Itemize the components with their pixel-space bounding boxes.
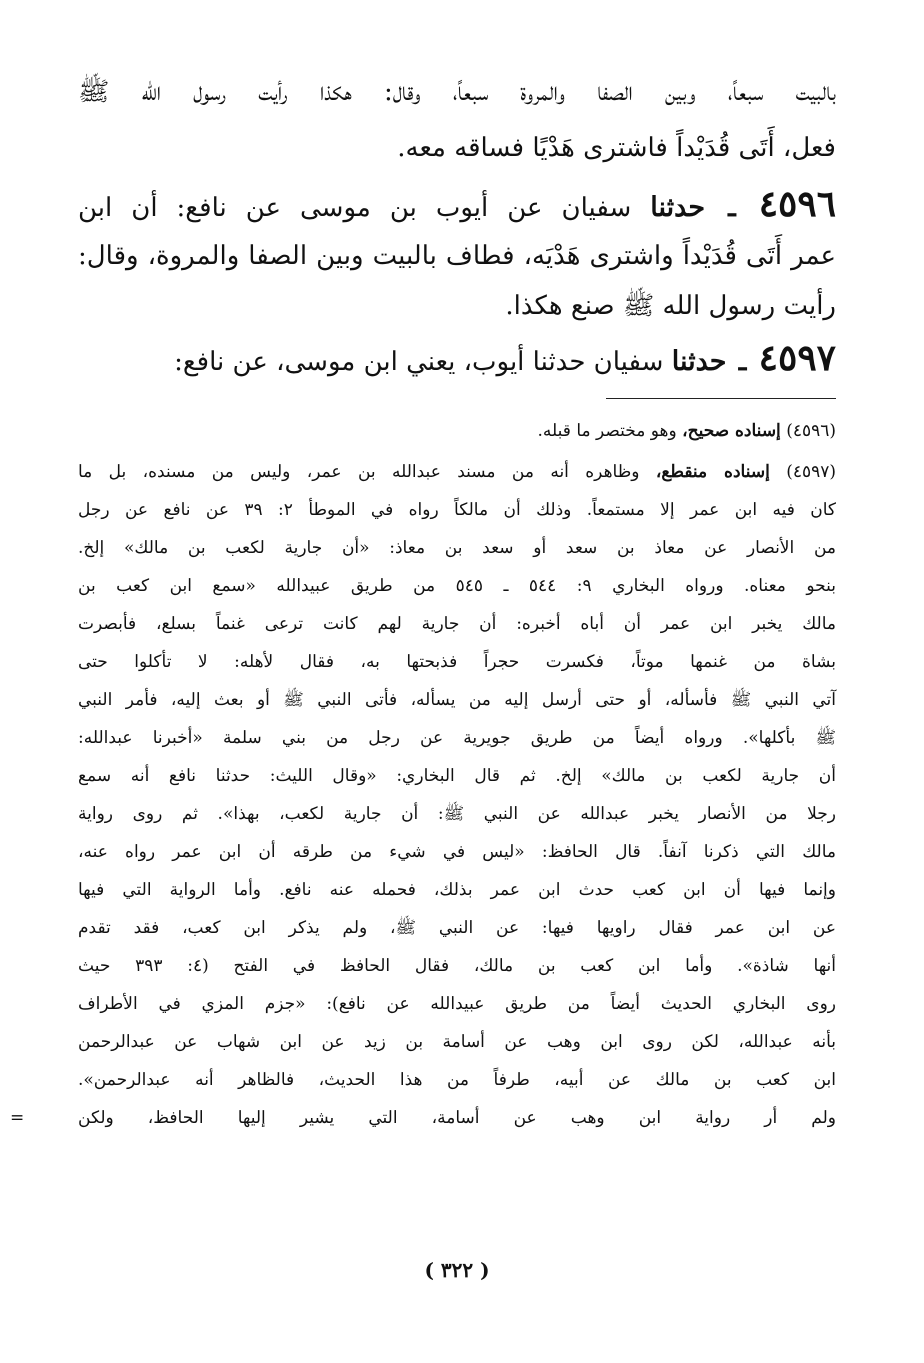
footnote-line: بشاة من غنمها موتاً، فكسرت حجراً فذبحتها به، فقال لأهله: لا تأكلوا حتى (78, 652, 836, 672)
continuation-mark: = (10, 1108, 25, 1128)
footnote-line: وإنما فيها أن ابن كعب حدث ابن عمر بذلك، فحمله عنه نافع. وأما الرواية التي فيها (78, 880, 836, 900)
footnote-number: (٤٥٩٧) (786, 462, 837, 482)
footnote-line: كان فيه ابن عمر إلا مستمعاً. وذلك أن مالكاً رواه في الموطأ ٢: ٣٩ عن نافع عن رجل (78, 500, 836, 520)
hadith-dash: ـ (728, 193, 736, 223)
footnote-4597-line-1 (78, 459, 836, 485)
hadith-4596-line-1 (78, 184, 836, 228)
haddathana-label: حدثنا (650, 192, 706, 223)
hadith-dash: ـ (738, 347, 747, 377)
hadith-number-4597: ٤٥٩٧ (758, 337, 836, 379)
main-text-line-2: فعل، أَتَى قُدَيْداً فاشترى هَدْيًا فساقه معه. (397, 133, 836, 163)
footnote-line: عن ابن عمر فقال راويها فيها: عن النبي ﷺ، ولم يذكر ابن كعب، فقد تقدم (78, 918, 836, 938)
footnote-line: آتي النبي ﷺ فأسأله، أو حتى أرسل إليه من يسأله، فأتى النبي ﷺ أو بعث إليه، فأمر النبي (78, 690, 836, 710)
footnote-line: ابن كعب بن مالك عن أبيه، طرفاً من هذا الحديث، فالظاهر أنه عبدالرحمن». (78, 1070, 836, 1090)
footnote-line: ولم أر رواية ابن وهب عن أسامة، التي يشير إليها الحافظ، ولكن (78, 1108, 836, 1128)
footnote-line: رجلا من الأنصار يخبر عبدالله عن النبي ﷺ: أن جارية لكعب، بهذا». ثم روى رواية (78, 804, 836, 824)
footnote-grading: إسناده منقطع، (655, 462, 770, 482)
main-text-line-1: بالبيت سبعاً، وبين الصفا والمروة سبعاً، وقال: هكذا رأيت رسول الله ﷺ (78, 77, 836, 107)
hadith-4596-text: سفيان عن أيوب بن موسى عن نافع: أن ابن (78, 193, 632, 223)
footnote-text: وهو مختصر ما قبله. (537, 421, 677, 441)
hadith-4596-line-3: رأيت رسول الله ﷺ صنع هكذا. (505, 291, 836, 321)
hadith-number-4596: ٤٥٩٦ (758, 183, 837, 225)
hadith-4596-line-2: عمر أَتَى قُدَيْداً واشترى هَدْيَه، فطاف بالبيت وبين الصفا والمروة، وقال: (78, 241, 836, 271)
footnote-line: بأنه عبدالله، لكن روى ابن وهب عن أسامة بن زيد عن ابن شهاب عن عبدالرحمن (78, 1032, 836, 1052)
hadith-4597-line-1 (78, 338, 836, 382)
footnote-line: أن جارية لكعب بن مالك» إلخ. ثم قال البخاري: «وقال الليث: حدثنا نافع أنه سمع (78, 766, 836, 786)
page-number: ( ٣٢٢ ) (424, 1258, 490, 1282)
haddathana-label: حدثنا (671, 346, 727, 377)
footnote-text: وظاهره أنه من مسند عبدالله بن عمر، وليس من مسنده، بل ما (78, 462, 640, 482)
footnote-line: مالك يخبر ابن عمر أن أباه أخبره: أن جارية لهم كانت ترعى غنماً بسلع، فأبصرت (78, 614, 836, 634)
footnote-line: روى البخاري الحديث أيضاً من طريق عبيدالله عن نافع): «جزم المزي في الأطراف (78, 994, 836, 1014)
page-content (10, 0, 837, 1363)
footnote-number: (٤٥٩٦) (786, 421, 836, 441)
footnote-grading: إسناده صحيح، (682, 421, 781, 441)
footnote-line: مالك التي ذكرنا آنفاً. قال الحافظ: «ليس في شيء من طرقه أن ابن عمر رواه عنه، (78, 842, 836, 862)
footnote-line: بنحو معناه. ورواه البخاري ٩: ٥٤٤ ـ ٥٤٥ من طريق عبيدالله «سمع ابن كعب بن (78, 576, 836, 596)
footnote-line: أنها شاذة». وأما ابن كعب بن مالك، فقال الحافظ في الفتح (٤: ٣٩٣ حيث (78, 956, 836, 976)
footnote-4596 (78, 418, 836, 444)
footnote-line: من الأنصار عن معاذ بن سعد أو سعد بن معاذ: «أن جارية لكعب بن مالك» إلخ. (78, 538, 836, 558)
footnote-line: ﷺ بأكلها». ورواه أيضاً من طريق جويرية عن رجل من بني سلمة «أخبرنا عبدالله: (78, 728, 836, 748)
footnote-divider (606, 398, 836, 399)
hadith-4597-text: سفيان حدثنا أيوب، يعني ابن موسى، عن نافع: (174, 347, 664, 377)
